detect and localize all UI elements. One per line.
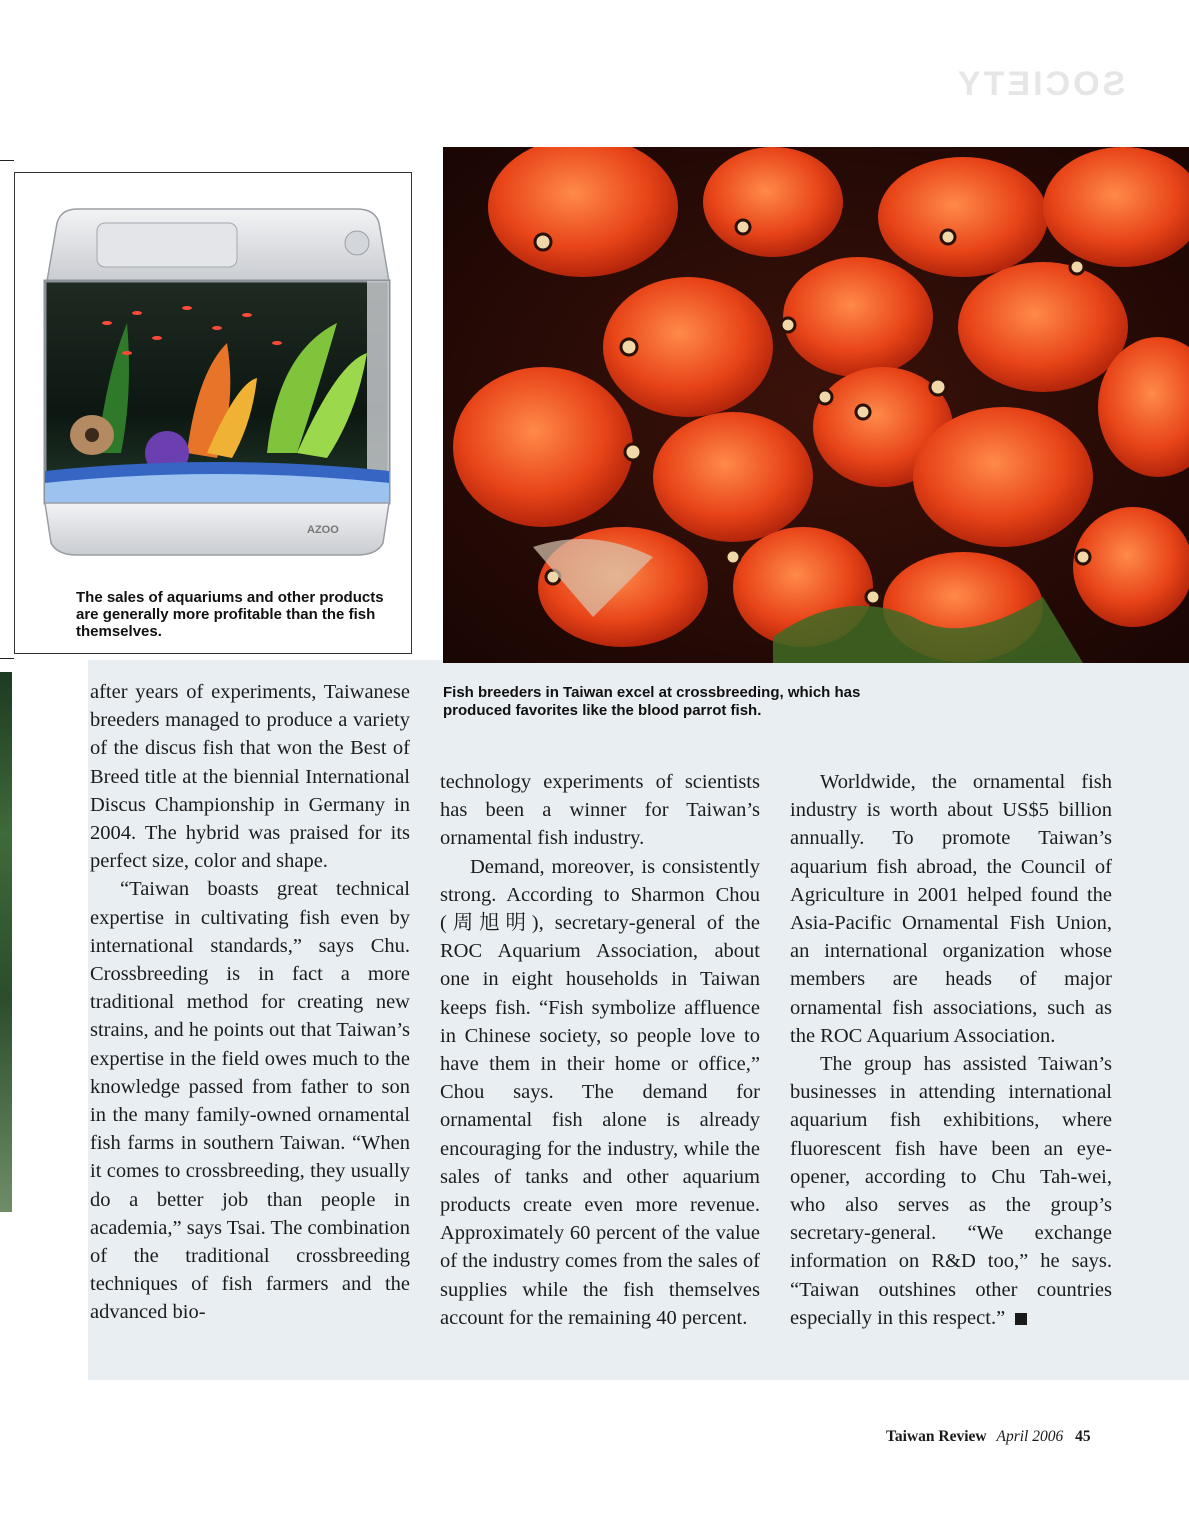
article-column-2 [440,768,760,1332]
left-margin-rule [0,658,14,659]
article-column-3 [790,768,1112,1332]
article-paragraph: Demand, moreover, is consistently strong. According to Sharmon Chou (周旭明), secretary-general of the ROC Aquarium Association, about one in eight households in Taiwan keeps fish. “Fish symbolize affluence in Chinese society, so people love to have them in their home or office,” Chou says. The demand for ornamental fish alone is already encouraging for the industry, while the sales of tanks and other aquarium products create even more revenue. Approximately 60 percent of the value of the industry comes from the sales of supplies while the fish themselves account for the remaining 40 percent. [440,855,760,1329]
fish-caption: Fish breeders in Taiwan excel at crossbreeding, which has produced favorites like the blood parrot fish. [443,684,861,719]
page-number: 45 [1075,1428,1091,1445]
article-paragraph: after years of experiments, Taiwanese breeders managed to produce a variety of the discus fish that won the Best of Breed title at the biennial International Discus Championship in Germany in 2004. The hybrid was praised for its perfect size, color and shape. [90,681,410,873]
issue-date: April 2006 [996,1428,1064,1445]
article-paragraph: Worldwide, the ornamental fish industry is worth about US$5 billion annually. To promote Taiwan’s aquarium fish abroad, the Council of Agriculture in 2001 helped found the Asia-Pacific Ornamental Fish Union, an international organization whose members are heads of major ornamental fish associations, such as the ROC Aquarium Association. [790,771,1112,1047]
aquarium-brand-text: AZOO [307,524,339,536]
article-paragraph-text: The group has assisted Taiwan’s businesses in attending international aquarium fish exhibitions, where fluorescent fish have been an eye-opener, according to Chu Tah-wei, who also serves as the group’s secretary-general. “We exchange information on R&D too,” he says. “Taiwan outshines other countries especially in this respect.” [790,1053,1112,1329]
aquarium-photo [37,203,397,583]
article-column-1 [90,678,410,1327]
article-paragraph: technology experiments of scientists has been a winner for Taiwan’s ornamental fish industry. [440,771,760,850]
section-label-showthrough: SOCIETY [955,65,1126,103]
article-paragraph-final [790,1050,1112,1332]
blood-parrot-fish-photo [443,147,1189,663]
left-margin-rule [0,160,14,161]
aquarium-figure [14,172,412,654]
facing-page-edge [0,672,12,1212]
end-of-article-mark [1015,1313,1027,1325]
article-paragraph: “Taiwan boasts great technical expertise in cultivating fish even by international standards,” says Chu. Crossbreeding is in fact a more traditional method for creating new strains, and he points out that Taiwan’s expertise in the field owes much to the knowledge passed from father to son in the many family-owned ornamental fish farms in southern Taiwan. “When it comes to crossbreeding, they usually do a better job than people in academia,” says Tsai. The combination of the traditional crossbreeding techniques of fish farmers and the advanced bio- [90,878,411,1324]
publication-name: Taiwan Review [886,1428,987,1445]
aquarium-caption: The sales of aquariums and other products are generally more profitable than the fish themselves. [76,589,384,640]
page-footer [886,1428,1091,1446]
